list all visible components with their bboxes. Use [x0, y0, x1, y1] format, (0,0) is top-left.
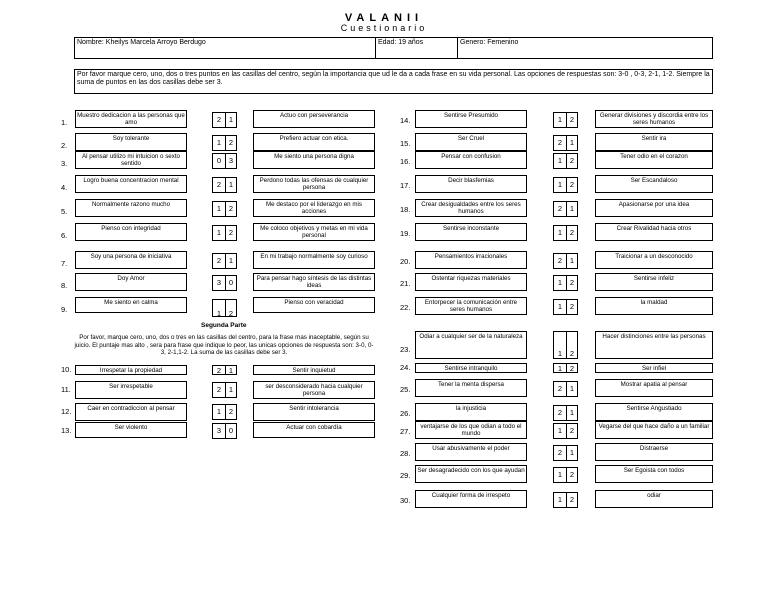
statement-b[interactable]: Hacer distinciones entre las personas [595, 331, 713, 359]
score-box[interactable] [553, 275, 578, 291]
statement-a[interactable]: Cualquier forma de irrespeto [415, 490, 527, 508]
statement-a[interactable]: Ser irrespetable [75, 381, 187, 399]
question-number: 12. [61, 407, 72, 416]
statement-a[interactable]: Pienso con integridad [75, 223, 187, 241]
score-first[interactable]: 1 [557, 115, 563, 124]
score-second[interactable]: 2 [228, 228, 234, 237]
score-box[interactable] [212, 253, 237, 269]
statement-a[interactable]: Decir blasfemias [415, 175, 527, 193]
score-second[interactable]: 2 [569, 495, 575, 504]
statement-b[interactable]: Distraerse [595, 443, 713, 461]
gender-field[interactable]: Genero: Femenino [457, 37, 713, 59]
score-first[interactable]: 1 [557, 364, 563, 373]
score-second[interactable]: 2 [228, 309, 234, 318]
score-first[interactable]: 1 [557, 470, 563, 479]
score-box[interactable] [553, 331, 578, 359]
score-first[interactable]: 1 [216, 407, 222, 416]
score-box[interactable] [212, 275, 237, 291]
statement-b[interactable]: Sentir inquietud [253, 365, 375, 375]
statement-b[interactable]: Sentirse infeliz [595, 273, 713, 291]
score-first[interactable]: 1 [557, 228, 563, 237]
statement-a[interactable]: Doy Amor [75, 273, 187, 291]
score-second[interactable]: 1 [569, 384, 575, 393]
question-number: 25. [400, 385, 411, 394]
score-box[interactable] [553, 253, 578, 269]
score-second[interactable]: 1 [228, 115, 234, 124]
question-number: 28. [400, 449, 411, 458]
instructions: Por favor marque cero, uno, dos o tres puntos en las casillas del centro, según la importancia que ud le da a cada frase en su vida personal. Las opciones de respuestas son: 3-0 , 0-3, 2-1, 1-2. Siempre la suma de puntos en las dos casillas debe ser 3. [74, 69, 713, 94]
score-second[interactable]: 2 [228, 407, 234, 416]
statement-b[interactable]: Ser Escandaloso [595, 175, 713, 193]
statement-a[interactable]: Me siento en calma [75, 297, 187, 313]
score-second[interactable]: 3 [228, 156, 234, 165]
score-first[interactable]: 1 [216, 138, 222, 147]
statement-a[interactable]: Sentirse Presumido [415, 110, 527, 128]
statement-a[interactable]: Usar abusivamente el poder [415, 443, 527, 461]
statement-b[interactable]: Actuar con cobardía [253, 422, 375, 438]
question-number: 5. [61, 207, 68, 216]
statement-b[interactable]: Generar divisiones y discordia entre los seres humanos [595, 110, 713, 128]
statement-a[interactable]: Sentirse inconstante [415, 223, 527, 241]
question-number: 19. [400, 229, 411, 238]
question-number: 27. [400, 427, 411, 436]
question-number: 8. [61, 281, 68, 290]
score-first[interactable]: 2 [216, 385, 222, 394]
score-first[interactable]: 2 [216, 366, 222, 375]
score-box[interactable] [553, 153, 578, 169]
score-second[interactable]: 0 [228, 426, 234, 435]
score-first[interactable]: 2 [557, 256, 563, 265]
score-second[interactable]: 2 [569, 426, 575, 435]
question-number: 13. [61, 426, 72, 435]
statement-a[interactable]: Soy una persona de iniciativa [75, 251, 187, 269]
score-second[interactable]: 2 [569, 302, 575, 311]
score-first[interactable]: 3 [216, 426, 222, 435]
score-second[interactable]: 1 [569, 204, 575, 213]
question-number: 24. [400, 363, 411, 372]
score-box[interactable] [212, 299, 237, 317]
score-second[interactable]: 2 [569, 278, 575, 287]
score-box[interactable] [212, 365, 237, 375]
score-second[interactable]: 1 [569, 138, 575, 147]
score-second[interactable]: 2 [228, 204, 234, 213]
score-box[interactable] [553, 381, 578, 397]
statement-b[interactable]: Crear Rivalidad hacia otros [595, 223, 713, 241]
question-number: 10. [61, 365, 72, 374]
second-part-instructions: Por favor, marque cero, uno, dos o tres en las casillas del centro, para la frase mas inaceptable, según su juicio. El puntaje mas alto , sera para frase que indique lo peor, las unicas opciones de respuesta son: 3-0, 0-3, 2-1,1-2. La suma de las casillas debe ser 3. [74, 334, 374, 356]
question-number: 26. [400, 409, 411, 418]
score-box[interactable] [553, 299, 578, 315]
score-second[interactable]: 1 [569, 408, 575, 417]
score-first[interactable]: 2 [557, 408, 563, 417]
statement-a[interactable]: Al pensar utilizo mi intuicion o sexto sentido [75, 151, 187, 169]
statement-b[interactable]: Ser infiel [595, 363, 713, 373]
score-second[interactable]: 1 [569, 448, 575, 457]
statement-a[interactable]: Odiar a cualquier ser de la naturaleza [415, 331, 527, 359]
score-box[interactable] [553, 112, 578, 128]
score-first[interactable]: 1 [557, 278, 563, 287]
score-first[interactable]: 1 [557, 495, 563, 504]
score-box[interactable] [553, 492, 578, 508]
question-number: 9. [61, 305, 68, 314]
question-number: 11. [61, 385, 71, 394]
statement-a[interactable]: Entorpecer la comunicación entre seres humanos [415, 297, 527, 315]
score-second[interactable]: 2 [228, 138, 234, 147]
question-number: 3. [61, 159, 68, 168]
statement-b[interactable]: odiar [595, 490, 713, 508]
statement-a[interactable]: Tener la menta dispersa [415, 379, 527, 397]
score-box[interactable] [553, 445, 578, 461]
statement-a[interactable]: Ser desagradecido con los que ayudan [415, 465, 527, 483]
score-second[interactable]: 2 [569, 228, 575, 237]
statement-b[interactable]: Me siento una persona digna [253, 151, 375, 169]
statement-a[interactable]: Soy tolerante [75, 133, 187, 151]
question-number: 29. [400, 471, 411, 480]
statement-a[interactable]: Sentirse intranquilo [415, 363, 527, 373]
question-number: 21. [400, 279, 411, 288]
score-first[interactable]: 2 [557, 204, 563, 213]
score-second[interactable]: 1 [228, 180, 234, 189]
score-box[interactable] [212, 135, 237, 151]
score-first[interactable]: 1 [557, 156, 563, 165]
score-second[interactable]: 1 [228, 256, 234, 265]
statement-b[interactable]: ser desconsiderado hacia cualquier persona [253, 381, 375, 399]
score-box[interactable] [212, 177, 237, 193]
page-subtitle: Cuestionario [340, 23, 428, 33]
score-first[interactable]: 1 [557, 349, 563, 358]
question-number: 20. [400, 257, 411, 266]
score-first[interactable]: 1 [557, 426, 563, 435]
score-box[interactable] [212, 153, 237, 169]
statement-a[interactable]: Logro buena concentracion mental [75, 175, 187, 193]
score-box[interactable] [553, 177, 578, 193]
statement-a[interactable]: Normalmente razono mucho [75, 199, 187, 217]
score-box[interactable] [212, 404, 237, 420]
score-second[interactable]: 2 [569, 180, 575, 189]
score-first[interactable]: 1 [216, 228, 222, 237]
score-first[interactable]: 1 [557, 180, 563, 189]
question-number: 7. [61, 259, 68, 268]
statement-b[interactable]: Sentirse Angustiado [595, 403, 713, 421]
statement-a[interactable]: Ser Cruel [415, 133, 527, 151]
statement-b[interactable]: En mi trabajo normalmente soy curioso [253, 251, 375, 269]
statement-b[interactable]: Me destaco por el liderazgo en mis acciones [253, 199, 375, 217]
statement-a[interactable]: Ostentar riquezas materiales [415, 273, 527, 291]
second-part-title: Segunda Parte [201, 322, 247, 329]
statement-a[interactable]: Pensar con confusion [415, 151, 527, 169]
name-field[interactable]: Nombre: Kheilys Marcela Arroyo Berdugo [74, 37, 376, 59]
statement-b[interactable]: Sentir ira [595, 133, 713, 151]
statement-a[interactable]: Muestro dedicacion a las personas que amo [75, 110, 187, 128]
statement-b[interactable]: Pienso con veracidad [253, 297, 375, 313]
question-number: 4. [61, 183, 68, 192]
score-first[interactable]: 1 [557, 302, 563, 311]
question-number: 17. [400, 181, 411, 190]
score-second[interactable]: 2 [569, 115, 575, 124]
statement-b[interactable]: Prefiero actuar con etica. [253, 133, 375, 151]
score-second[interactable]: 2 [569, 364, 575, 373]
statement-a[interactable]: Caer en contradiccion al pensar [75, 403, 187, 421]
score-box[interactable] [212, 201, 237, 217]
statement-a[interactable]: Ser violento [75, 422, 187, 438]
statement-a[interactable]: Irrespetar la propiedad [75, 365, 187, 375]
score-first[interactable]: 2 [216, 256, 222, 265]
score-first[interactable]: 2 [557, 138, 563, 147]
score-box[interactable] [212, 112, 237, 128]
statement-b[interactable]: Actuo con perseverancia [253, 110, 375, 128]
score-first[interactable]: 2 [557, 448, 563, 457]
statement-b[interactable]: Mostrar apatia al pensar [595, 379, 713, 397]
question-number: 2. [61, 141, 68, 150]
score-first[interactable]: 3 [216, 278, 222, 287]
question-number: 15. [400, 139, 411, 148]
score-second[interactable]: 0 [228, 278, 234, 287]
score-box[interactable] [553, 405, 578, 421]
score-box[interactable] [553, 363, 578, 373]
statement-a[interactable]: ventajarse de los que odian a todo el mundo [415, 421, 527, 439]
statement-b[interactable]: Vegarse del que hace daño a un familiar [595, 421, 713, 439]
score-box[interactable] [553, 225, 578, 241]
question-number: 1. [61, 118, 68, 127]
score-second[interactable]: 1 [228, 385, 234, 394]
page-title: VALANII [344, 12, 424, 24]
question-number: 30. [400, 496, 411, 505]
score-first[interactable]: 1 [216, 309, 222, 318]
statement-a[interactable]: la injusticia [415, 403, 527, 421]
statement-b[interactable]: Tener odio en el corazon [595, 151, 713, 169]
question-number: 6. [61, 231, 68, 240]
score-first[interactable]: 2 [216, 115, 222, 124]
score-first[interactable]: 0 [216, 156, 222, 165]
statement-b[interactable]: Me coloco objetivos y metas en mi vida personal [253, 223, 375, 241]
score-second[interactable]: 2 [569, 156, 575, 165]
statement-b[interactable]: Para pensar hago síntesis de las distintas ideas [253, 273, 375, 291]
score-second[interactable]: 2 [569, 349, 575, 358]
statement-b[interactable]: la maldad [595, 297, 713, 315]
score-box[interactable] [553, 467, 578, 483]
score-box[interactable] [212, 225, 237, 241]
statement-b[interactable]: Traicionar a un desconocido [595, 251, 713, 269]
score-second[interactable]: 1 [228, 366, 234, 375]
score-first[interactable]: 1 [216, 204, 222, 213]
age-field[interactable]: Edad: 19 años [375, 37, 458, 59]
question-number: 16. [400, 157, 411, 166]
statement-a[interactable]: Pensamientos irracionales [415, 251, 527, 269]
question-number: 18. [400, 205, 411, 214]
score-box[interactable] [212, 382, 237, 398]
statement-b[interactable]: Perdono todas las ofensas de cualquier persona [253, 175, 375, 193]
statement-b[interactable]: Sentir intolerancia [253, 403, 375, 421]
score-second[interactable]: 2 [569, 470, 575, 479]
score-box[interactable] [212, 423, 237, 439]
score-box[interactable] [553, 135, 578, 151]
question-number: 23. [400, 345, 411, 354]
score-box[interactable] [553, 201, 578, 217]
score-second[interactable]: 1 [569, 256, 575, 265]
score-first[interactable]: 2 [557, 384, 563, 393]
statement-b[interactable]: Ser Egoista con todos [595, 465, 713, 483]
score-first[interactable]: 2 [216, 180, 222, 189]
question-number: 22. [400, 303, 411, 312]
score-box[interactable] [553, 423, 578, 439]
question-number: 14. [400, 116, 411, 125]
statement-a[interactable]: Crear desigualdades entre los seres humanos [415, 199, 527, 217]
statement-b[interactable]: Apasionarse por una idea [595, 199, 713, 217]
